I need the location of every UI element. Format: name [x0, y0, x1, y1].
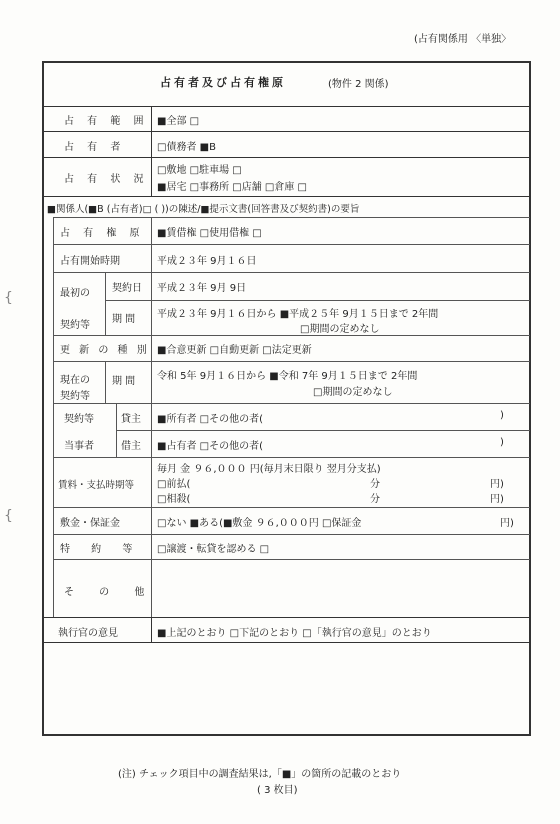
current-period-label: 期 間	[112, 376, 136, 387]
deposit-value: □ない ■ある(■敷金 ９６,０００円 □保証金	[157, 518, 362, 529]
other-label: そ の 他	[64, 587, 156, 598]
lessee-value: ■占有者 □その他の者(	[157, 441, 263, 452]
status-line2: ■居宅 □事務所 □店舗 □倉庫 □	[157, 182, 307, 193]
renewal-value: ■合意更新 □自動更新 □法定更新	[157, 345, 312, 356]
initial-date-label: 契約日	[112, 283, 142, 294]
special-value: □譲渡・転貸を認める □	[157, 544, 270, 555]
page-number: ( 3 枚目)	[257, 785, 298, 796]
opinion-label: 執行官の意見	[58, 628, 118, 639]
lessor-value: ■所有者 □その他の者(	[157, 414, 263, 425]
occupant-value: □債務者 ■B	[157, 142, 216, 153]
rent-line1: 毎月 金 ９６,０００ 円(毎月末日限り 翌月分支払)	[157, 464, 381, 475]
occupant-label: 占 有 者	[64, 142, 126, 153]
rent-prepay: □前払(	[157, 479, 191, 490]
current-label-2: 契約等	[60, 391, 90, 402]
range-label: 占 有 範 囲	[64, 116, 149, 127]
lessor-close: )	[500, 410, 504, 421]
initial-period-label: 期 間	[112, 314, 136, 325]
lessee-close: )	[500, 437, 504, 448]
form-title: 占有者及び占有権原	[160, 76, 286, 89]
binding-mark-bottom: {	[4, 508, 13, 524]
lessor-label: 貸主	[121, 414, 141, 425]
initial-date-value: 平成２３年 9月 9日	[157, 283, 247, 294]
right-label: 占 有 権 原	[60, 228, 145, 239]
range-value: ■全部 □	[157, 116, 200, 127]
current-label-1: 現在の	[60, 375, 90, 386]
current-period-value: 令和 5年 9月１６日から ■令和 7年 9月１５日まで 2年間	[157, 371, 418, 382]
start-value: 平成２３年 9月１６日	[157, 256, 257, 267]
initial-label-2: 契約等	[60, 320, 90, 331]
opinion-value: ■上記のとおり □下記のとおり □「執行官の意見」のとおり	[157, 628, 432, 639]
current-period-none: □期間の定めなし	[313, 387, 393, 398]
renewal-label: 更 新 の 種 別	[60, 345, 150, 356]
form-title-sub: (物件 2 関係)	[328, 79, 389, 90]
rent-prepay-unit: 分	[370, 479, 380, 490]
binding-mark-top: {	[4, 290, 13, 306]
special-label: 特 約 等	[60, 544, 142, 555]
deposit-label: 敷金・保証金	[60, 518, 120, 529]
deposit-tail: 円)	[500, 518, 514, 529]
rent-offset-unit: 分	[370, 494, 380, 505]
status-label: 占 有 状 況	[64, 174, 149, 185]
footer-note: (注) チェック項目中の調査結果は,「■」の箇所の記載のとおり	[118, 769, 402, 780]
initial-label-1: 最初の	[60, 288, 90, 299]
rent-offset-yen: 円)	[490, 494, 504, 505]
header-note: (占有関係用 〈単独〉	[414, 34, 512, 45]
rent-label: 賃料・支払時期等	[58, 480, 135, 491]
related-line: ■関係人(■B (占有者)□ ( ))の陳述/■提示文書(回答書及び契約書)の要旨	[47, 204, 360, 215]
rent-offset: □相殺(	[157, 494, 191, 505]
parties-label-1: 契約等	[64, 414, 94, 425]
rent-prepay-yen: 円)	[490, 479, 504, 490]
initial-period-value: 平成２３年 9月１６日から ■平成２５年 9月１５日まで 2年間	[157, 309, 439, 320]
start-label: 占有開始時期	[60, 256, 120, 267]
status-line1: □敷地 □駐車場 □	[157, 165, 242, 176]
parties-label-2: 当事者	[64, 441, 94, 452]
initial-period-none: □期間の定めなし	[300, 324, 380, 335]
lessee-label: 借主	[121, 441, 141, 452]
right-value: ■賃借権 □使用借権 □	[157, 228, 262, 239]
